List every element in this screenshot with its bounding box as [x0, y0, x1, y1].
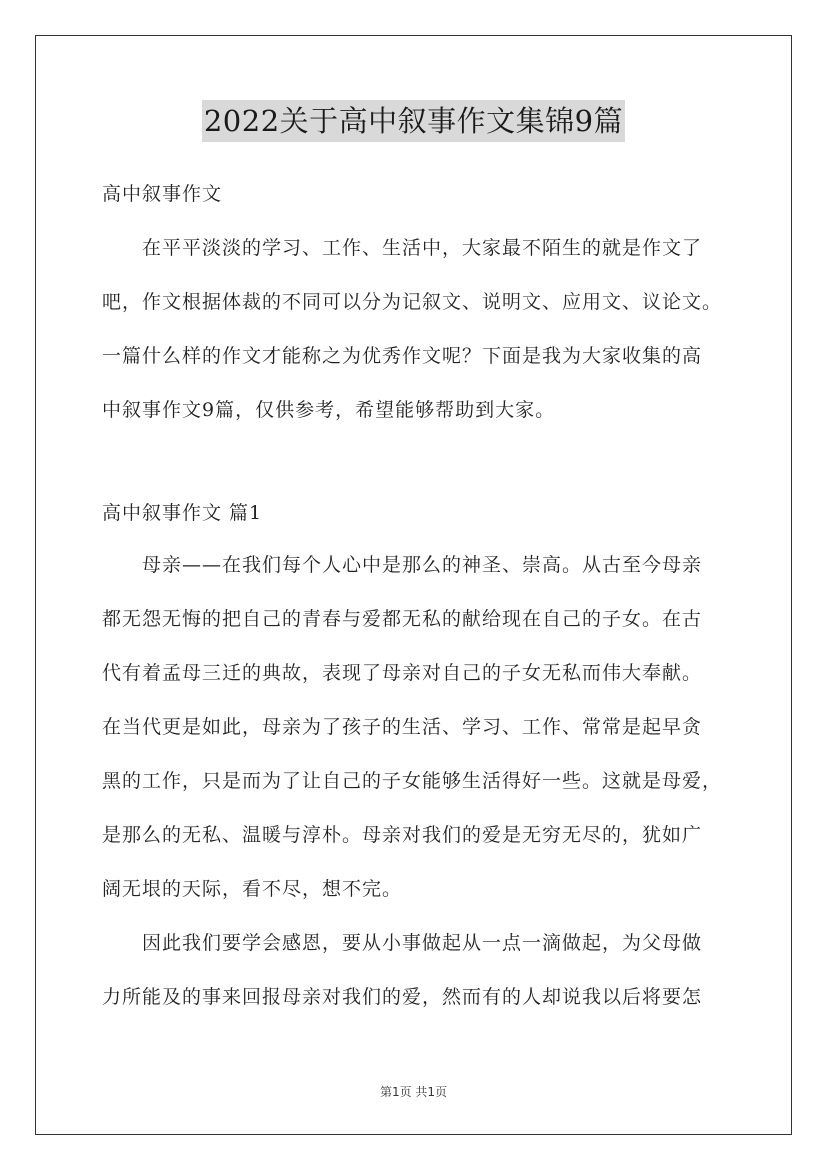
intro-line-1: 在平平淡淡的学习、工作、生活中，大家最不陌生的就是作文了	[142, 237, 703, 259]
intro-line-3: 一篇什么样的作文才能称之为优秀作文呢？下面是我为大家收集的高	[102, 345, 703, 367]
section1-heading: 高中叙事作文 篇1	[102, 502, 263, 524]
s1p2-line-1: 因此我们要学会感恩，要从小事做起从一点一滴做起，为父母做	[142, 932, 703, 954]
section1-paragraph-2	[102, 925, 742, 1015]
intro-line-2: 吧，作文根据体裁的不同可以分为记叙文、说明文、应用文、议论文。	[102, 291, 723, 313]
document-body	[102, 176, 742, 1015]
title-container	[0, 100, 827, 142]
s1p1-line-3: 代有着孟母三迁的典故，表现了母亲对自己的子女无私而伟大奉献。	[102, 662, 703, 684]
s1p2-line-2: 力所能及的事来回报母亲对我们的爱，然而有的人却说我以后将要怎	[102, 986, 703, 1008]
s1p1-line-6: 是那么的无私、温暖与淳朴。母亲对我们的爱是无穷无尽的，犹如广	[102, 824, 703, 846]
section1-paragraph-1	[102, 547, 742, 907]
intro-heading: 高中叙事作文	[102, 183, 223, 205]
document-title: 2022关于高中叙事作文集锦9篇	[202, 100, 625, 142]
s1p1-line-7: 阔无垠的天际，看不尽，想不完。	[102, 878, 403, 900]
s1p1-line-5: 黑的工作，只是而为了让自己的子女能够生活得好一些。这就是母爱，	[102, 770, 723, 792]
intro-line-4: 中叙事作文9篇，仅供参考，希望能够帮助到大家。	[102, 399, 556, 421]
s1p1-line-4: 在当代更是如此，母亲为了孩子的生活、学习、工作、常常是起早贪	[102, 716, 703, 738]
s1p1-line-2: 都无怨无悔的把自己的青春与爱都无私的献给现在自己的子女。在古	[102, 608, 703, 630]
intro-paragraph	[102, 230, 742, 428]
page-footer: 第1页 共1页	[379, 1085, 448, 1099]
s1p1-line-1: 母亲——在我们每个人心中是那么的神圣、崇高。从古至今母亲	[142, 554, 703, 576]
